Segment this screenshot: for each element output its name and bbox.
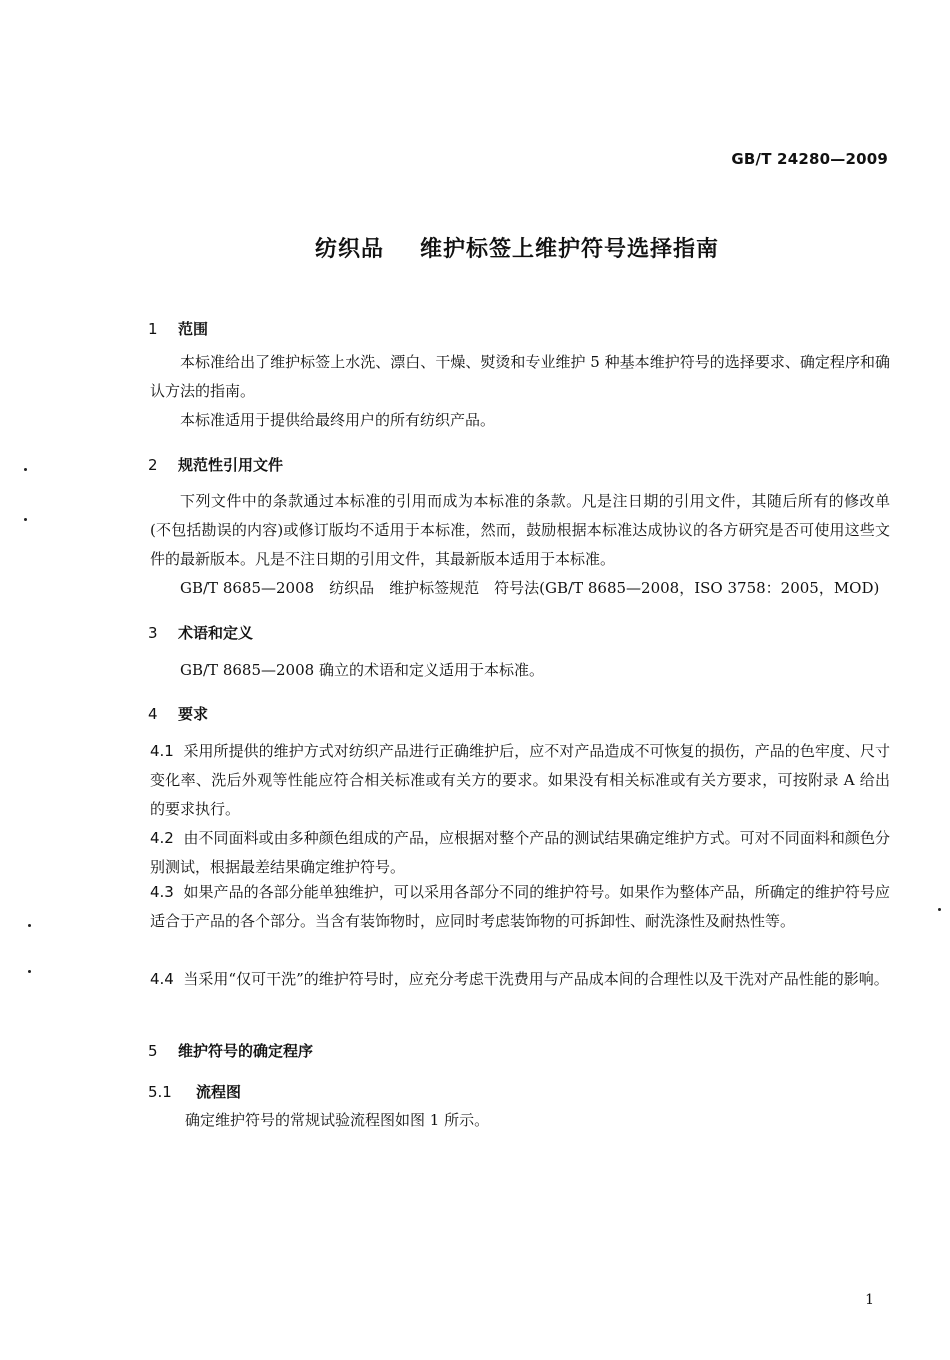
document-title [0,232,950,263]
clause-number: 4.3 [150,883,174,901]
paragraph: 确定维护符号的常规试验流程图如图 1 所示。 [185,1111,490,1129]
paragraph: 本标准适用于提供给最终用户的所有纺织产品。 [180,411,496,429]
section-4-heading [148,703,208,724]
clause-number: 4.1 [150,742,174,760]
reference-entry: GB/T 8685—2008 纺织品 维护标签规范 符号法(GB/T 8685—2008，ISO 3758：2005，MOD) [180,579,880,597]
clause-4-1 [150,737,890,824]
subsection-5-1-heading [148,1081,241,1102]
title-part-1: 纺织品 [314,237,384,262]
section-title: 范围 [178,320,209,338]
clause-4-4 [150,965,890,994]
section-3-heading [148,622,253,643]
clause-4-2 [150,824,890,882]
scan-speck [28,970,31,973]
section-number: 1 [148,320,158,338]
section-title: 术语和定义 [178,624,254,642]
subsection-title: 流程图 [196,1083,242,1101]
section-title: 要求 [178,705,209,723]
clause-4-3 [150,878,890,936]
clause-text: 由不同面料或由多种颜色组成的产品，应根据对整个产品的测试结果确定维护方式。可对不同面料和颜色分别测试，根据最差结果确定维护符号。 [150,829,890,876]
standard-number: GB/T 24280—2009 [731,150,888,168]
title-part-2: 维护标签上维护符号选择指南 [420,237,720,262]
scan-speck [24,518,27,521]
section-number: 4 [148,705,158,723]
section-5-heading [148,1040,313,1061]
section-number: 2 [148,456,158,474]
section-number: 3 [148,624,158,642]
scan-speck [938,908,941,911]
section-2-heading [148,454,283,475]
section-title: 规范性引用文件 [178,456,284,474]
clause-text: 如果产品的各部分能单独维护，可以采用各部分不同的维护符号。如果作为整体产品，所确定的维护符号应适合于产品的各个部分。当含有装饰物时，应同时考虑装饰物的可拆卸性、耐洗涤性及耐热性等。 [150,883,890,930]
page-number: 1 [865,1292,874,1308]
clause-number: 4.4 [150,970,174,988]
subsection-number: 5.1 [148,1083,172,1101]
section-number: 5 [148,1042,158,1060]
clause-number: 4.2 [150,829,174,847]
scan-speck [24,468,27,471]
section-title: 维护符号的确定程序 [178,1042,314,1060]
section-1-heading [148,318,208,339]
scan-speck [28,924,31,927]
paragraph: GB/T 8685—2008 确立的术语和定义适用于本标准。 [180,661,544,679]
paragraph: 本标准给出了维护标签上水洗、漂白、干燥、熨烫和专业维护 5 种基本维护符号的选择要求、确定程序和确认方法的指南。 [150,353,890,400]
clause-text: 采用所提供的维护方式对纺织产品进行正确维护后，应不对产品造成不可恢复的损伤，产品的色牢度、尺寸变化率、洗后外观等性能应符合相关标准或有关方的要求。如果没有相关标准或有关方要求，可按附录 A 给出的要求执行。 [150,742,890,818]
clause-text: 当采用“仅可干洗”的维护符号时，应充分考虑干洗费用与产品成本间的合理性以及干洗对产品性能的影响。 [183,970,889,988]
paragraph: 下列文件中的条款通过本标准的引用而成为本标准的条款。凡是注日期的引用文件，其随后所有的修改单(不包括勘误的内容)或修订版均不适用于本标准，然而，鼓励根据本标准达成协议的各方研究是否可使用这些文件的最新版本。凡是不注日期的引用文件，其最新版本适用于本标准。 [150,492,890,568]
